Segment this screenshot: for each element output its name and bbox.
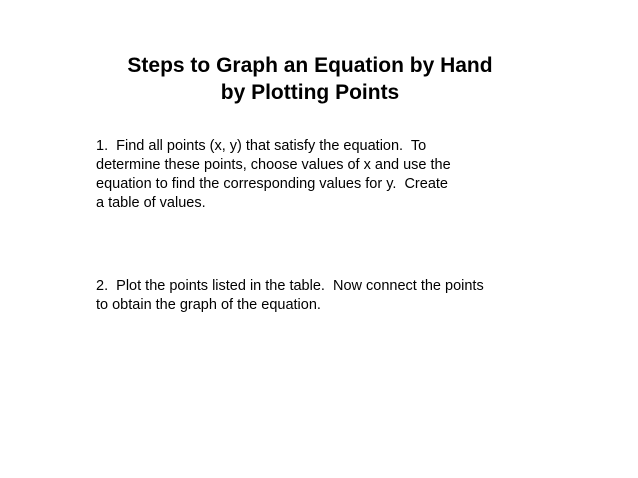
step-2-paragraph [96,277,536,315]
title-line-2: by Plotting Points [220,81,400,104]
step-2-line-2: to obtain the graph of the equation. [96,297,321,313]
title-line-1: Steps to Graph an Equation by Hand [127,54,493,77]
step-1-line-2: determine these points, choose values of x and use the [96,157,451,173]
step-1-line-1: 1. Find all points (x, y) that satisfy the equation. To [96,138,427,154]
step-1-line-3: equation to find the corresponding values for y. Create [96,176,448,192]
step-1-paragraph [96,137,516,213]
step-1-line-4: a table of values. [96,195,206,211]
step-2-line-1: 2. Plot the points listed in the table. Now connect the points [96,278,484,294]
slide-title [60,52,560,106]
